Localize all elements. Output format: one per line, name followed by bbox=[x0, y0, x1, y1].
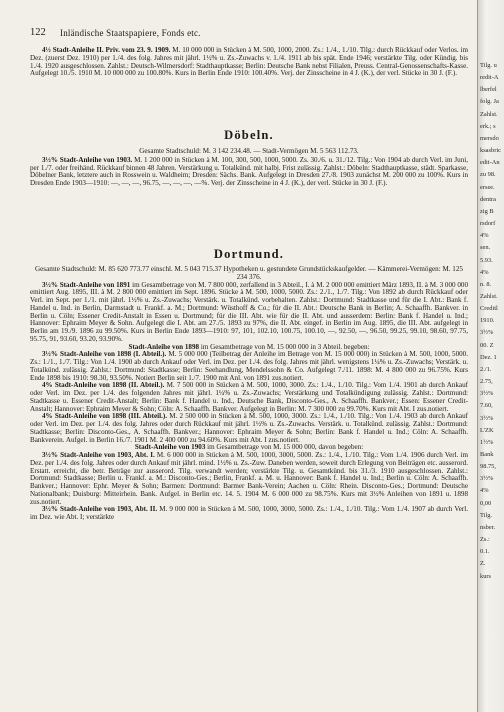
loan-text: M. 2 500 000 in Stücken à M. 500, 1000, 3000. Zs.: 1./4., 1./10. Tilg.: Von 1./4. 1903 ab durch Ankauf oder Verl. im Dez. per 1./4. des folg. Jahres oder durch Rückkauf mit jährl. 1½% u. Zs.-Zuwachs. Verstärk. u. Totalkünd. zulässig. Zahlst.: Dortmund: Stadtkasse; Berlin: Disconto-Ges., A. Schaaffh. Bankver.; Hannover: Ephraim Meyer & Sohn; Berlin: Bank f. Handel u. Ind.; Cöln: A. Schaaffh. Bankverein. Aufgel. in Berlin 16./7. 1901 M. 2 400 000 zu 94.60%. Kurs mit Abt. I zus.notiert. bbox=[30, 412, 468, 444]
loan-paragraph bbox=[30, 506, 468, 522]
loan-paragraph bbox=[30, 282, 468, 344]
loan-paragraph bbox=[30, 382, 468, 413]
adjacent-page-line: lberfel bbox=[480, 86, 497, 94]
adjacent-page-edge bbox=[477, 0, 504, 712]
dortmund-section bbox=[30, 266, 468, 522]
adjacent-page-line: kurs bbox=[480, 572, 492, 580]
loan-text: M. 6 000 000 in Stücken à M. 500, 1000, 3000, 5000. Zs.: 1./4., 1./10. Tilg.: Vom 1./4. 1906 durch Verl. im Dez. per 1./4. des folg. Jahres oder durch Ankauf mit jährl. mind. 1½% u. Zs.-Zuw. Daneben werden, soweit durch Erlegung von Beiträgen etc. ausserord. Erstatt. erreicht, die betr. Beträge zur ausserord. Tilg. verwandt werden; verstärkte Tilg. u. Gesamtkünd. bis 31./3. 1910 ausgeschlossen. Zahlst.: Dortmund: Stadtkasse; Berlin u. Frankf. a. M.: Disconto-Ges.; Berlin, Frankf. a. M. u. Hannover: Bank f. Handel u. Ind.; Berlin u. Cöln: A. Schaaffh. Bankver.; Hannover: Ephr. Meyer & Sohn; Barmen: Dortmund: Barmer Bank-Verein; Aachen u. Cöln: Rhein. Disconto-Ges.; Dortmund: Deutsche Nationalbank; Duisburg: Mitteirhein. Bank. Aufgel. in Berlin etc. 14. 5. 1904 M. 6 000 000 zu 98.75%. Kurs mit 3½% Anleihen von 1891 u. 1898 zus.notiert. bbox=[30, 451, 469, 506]
adjacent-page-line: Tilg. bbox=[480, 511, 493, 519]
adjacent-page-line: Tilg. u bbox=[480, 62, 497, 69]
loan-text: im Gesamtbetrage von M. 7 800 000, zerfallend in 3 Abteil., I. à M. 2 000 000 emittiert März 1893, II. à M. 3 000 000 emittiert Aug. 1895, III. à M. 2 800 000 emittiert im Sept. 1896. Stücke à M. 500, 1000, 5000. Zs.: 2./1., 1./7. Tilg.: Von 1892 ab durch Rückkauf oder Verl. im Sept. per 1./1. mit jährl. 1½% u. Zs.-Zuwachs; Verstärk. u. Totalkünd. vorbehalten. Zahlst.: Dortmund: Stadtkasse und für die I. Abt.: Bank f. Handel u. Ind. in Berlin, Darmstadt u. Frankf. a. M.; Dortmund: Wüsthoff & Co.; für die II. Abt.: Deutsche Bank in Berlin; A. Schaaffh. Bankver. in Berlin u. Cöln; Essener Credit-Anstalt in Essen u. Dortmund; für die III. Abt. wie für die II. Abt. und ausserdem: Berlin: Bank f. Handel u. Ind.; Hannover: Ephraim Meyer & Sohn. Aufgelegt die I. Abt. am 27./5. 1893 zu 97%, die II. Abt. eingef. in Berlin im Aug. 1895, die III. Abt. aufgelegt in Berlin am 19./9. 1896 zu 99.50%. Kurs in Berlin Ende 1893—1910: 97, 101, 102.10, 100.75, 100.10, —, 92.50, —, 96.50, 99.25, 99.10, 98.60, 97.75, 95.75, 91, 93.60, 93.20, 93.90%. bbox=[30, 280, 468, 343]
adjacent-page-line: Dez. 1 bbox=[480, 353, 497, 361]
adjacent-page-line: n. 8. bbox=[480, 280, 492, 288]
adjacent-page-line: erk.; s bbox=[480, 122, 496, 130]
running-head: Inländische Staatspapiere, Fonds etc. bbox=[60, 28, 201, 38]
loan-text: M. 1 200 000 in Stücken à M. 100, 300, 500, 1000, 5000. Zs. 30./6. u. 31./12. Tilg.: Von 1904 ab durch Verl. im Juni, per 1./7. oder freihänd. Rückkauf binnen 48 Jahren. Verstärkung u. Totalkünd. mit halbj. Frist zulässig. Zahlst.: Döbeln: Stadthauptkasse, städt. Sparkasse, Döbelner Bank, letztere auch in Rosswein u. Waldheim; Dresden: Sächs. Bank. Aufgelegt in Dresden 27./8. 1903 zunächst M. 200 000 zu 100%. Kurs in Dresden Ende 1903—1910: —, —, —, 96.75, —, —, —, —%. Verj. der Zinsscheine in 4 J. (K.), der verl. Stücke in 30 J. (F.). bbox=[30, 155, 468, 187]
adjacent-page-line: zu 98. bbox=[480, 171, 496, 179]
adjacent-page-line: edit-An bbox=[480, 159, 500, 167]
adjacent-page-line: dentra bbox=[480, 195, 496, 203]
loan-text: M. 7 500 000 in Stücken à M. 500, 1000, 3000. Zs.: 1./4., 1./10. Tilg.: Vom 1./4. 1901 ab durch Ankauf oder Verl. im Dez. per 1./4. des folgenden Jahres mit jährl. 1¼% u. Zs.-Zuwachs; Verstärkung und Totalkündigung zulässig. Zahlst.: Dortmund: Stadtkasse u. Essener Credit-Anstalt; Berlin: Bank f. Handel u. Ind., Deutsche Bank, Disconto-Ges., A. Schaaffh. Bankver.; Essen: Essener Credit-Anstalt; Hannover: Ephraim Meyer & Sohn; Cöln: A. Schaaffh. Bankver. Aufgelegt in Berlin: M. 7 300 000 zu 99.70%. Kurs mit Abt. I zus.notiert. bbox=[30, 381, 468, 413]
adjacent-page-line: 2.75, bbox=[480, 378, 493, 386]
city-heading-doebeln: Döbeln. bbox=[224, 128, 274, 142]
adjacent-page-line: Zs.: bbox=[480, 536, 490, 544]
loan-text: M. 10 000 000 in Stücken à M. 500, 1000, 2000. Zs.: 1./4., 1./10. Tilg.: durch Rückkauf oder Verlos. im Dez. (zuerst Dez. 1910) per 1./4. des folg. Jahres mit jährl. 1½% u. Zs.-Zuwachs v. 1./4. 1911 ab bis spät. Ende 1946; verstärkte Tilg. oder Kündig. bis 1./4. 1920 ausgeschlossen. Zahlst.: Deutsch-Wilmersdorf: Stadthauptkasse; Berlin: Deutsche Bank nebst Filialen, Preuss. Central-Genossenschafts-Kasse. Aufgelegt 10./5. 1910 M. 10 000 000 zu 100.80%. Kurs in Berlin Ende 1910: 100.40%. Verj. der Zinsscheine in 4 J. (K.), der verl. Stücke in 30 J. (F.). bbox=[30, 46, 468, 78]
doebeln-section bbox=[30, 148, 468, 188]
adjacent-page-line: 1½% bbox=[480, 438, 494, 446]
adjacent-page-line: folg. Ja bbox=[480, 98, 499, 106]
loan-paragraph bbox=[30, 351, 468, 382]
adjacent-page-line: 0.1. bbox=[480, 548, 490, 556]
adjacent-page-line: 3½% bbox=[480, 329, 494, 337]
loan-title: 3½% Stadt-Anleihe von 1903. bbox=[42, 155, 133, 164]
loan-title: 4% Stadt-Anleihe von 1898 (II. Abteil.). bbox=[42, 381, 165, 390]
loan-paragraph bbox=[30, 157, 468, 188]
loan-paragraph bbox=[30, 452, 468, 506]
adjacent-page-line: 4% bbox=[480, 487, 489, 495]
adjacent-page-line: redit-A bbox=[480, 74, 499, 82]
loan-title: 4½ Stadt-Anleihe II. Priv. vom 23. 9. 1909. bbox=[42, 46, 171, 54]
adjacent-page-text bbox=[478, 0, 504, 583]
loan-text: M. 9 000 000 in Stücken à M. 500, 1000, 3000, 5000. Zs.: 1./4., 1./10. Tilg.: Vom 1./4. 1907 ab durch Verl. im Dez. wie Abt. I; verstärkte bbox=[30, 505, 468, 521]
loan-paragraph bbox=[30, 47, 468, 78]
adjacent-page-line: sen. bbox=[480, 244, 491, 252]
adjacent-page-line: 3½% bbox=[480, 390, 494, 398]
adjacent-page-line: 3½% bbox=[480, 475, 494, 483]
loan-title: Stadt-Anleihe von 1903 bbox=[134, 443, 206, 452]
adjacent-page-line: 4% bbox=[480, 232, 489, 240]
loan-text: M. 5 000 000 (Teilbetrag der Anleihe im Betrage von M. 15 000 000) in Stücken à M. 500, 1000, 5000. Zs.: 1./1., 1./7. Tilg.: Von 1./4. 1900 ab durch Ankauf oder Verl. im Dez. per 1./4. des folg. Jahres mit jährl. wenigstens 1¼% u. Zs.-Zuwachs; Verstärk. u. Totalkünd. zulässig. Zahlst.: Dortmund: Stadtkasse; Berlin: Seehandlung, Mendelssohn & Co. Aufgelegt 7./11. 1898: M. 4 800 000 zu 96.75%. Kurs Ende 1898 bis 1910: 98.30, 93.50%. Notiert Berlin seit 1./7. 1900 mit Anl. von 1891 zus.notiert. bbox=[30, 350, 469, 382]
adjacent-page-line: 5.93. bbox=[480, 256, 493, 264]
adjacent-page-line: 1910. bbox=[480, 317, 495, 325]
adjacent-page-line: 7.60, bbox=[480, 402, 493, 410]
loan-title: Stadt-Anleihe von 1898 bbox=[128, 342, 200, 351]
adjacent-page-line: 98.75, bbox=[480, 463, 496, 471]
adjacent-page-line: 2./1. bbox=[480, 365, 492, 373]
adjacent-page-line: L'ZK bbox=[480, 426, 494, 434]
loan-paragraph bbox=[30, 413, 468, 444]
loan-title: 3½% Stadt-Anleihe von 1898 (I. Abteil.). bbox=[42, 350, 167, 359]
top-block bbox=[30, 47, 468, 78]
city-heading-dortmund: Dortmund. bbox=[213, 247, 285, 261]
page-number: 122 bbox=[30, 27, 46, 38]
adjacent-page-line: zig B bbox=[480, 207, 494, 215]
debt-summary: Gesamte Stadtschuld: M. 85 620 773.77 einschl. M. 5 043 715.37 Hypotheken u. gestundete Grundstückskaufgelder. — Kämmerei-Vermögen: M. 125 234 376. bbox=[35, 265, 463, 281]
adjacent-page-line: Zahlst. bbox=[480, 110, 498, 118]
page-header bbox=[30, 27, 468, 39]
adjacent-page-line: rsdorf bbox=[480, 220, 496, 228]
adjacent-page-line: Z. bbox=[480, 560, 486, 568]
adjacent-page-line: Creditl bbox=[480, 305, 498, 313]
adjacent-page-line: Zahlst. bbox=[480, 292, 498, 300]
adjacent-page-line: 00. Z bbox=[480, 341, 494, 349]
adjacent-page-line: ersee. bbox=[480, 183, 495, 191]
loan-title: 3½% Stadt-Anleihe von 1903, Abt. I. bbox=[42, 451, 155, 459]
adjacent-page-line: 4% bbox=[480, 268, 489, 276]
adjacent-page-line: ksasbric bbox=[480, 147, 501, 155]
loan-title: 4% Stadt-Anleihe von 1898 (III. Abteil.). bbox=[42, 412, 168, 421]
adjacent-page-line: mersdo bbox=[480, 134, 499, 142]
adjacent-page-line: nsber. bbox=[480, 523, 496, 531]
loan-title: 3½% Stadt-Anleihe von 1903, Abt. II. bbox=[42, 505, 158, 514]
adjacent-page-line: 0,00 bbox=[480, 499, 492, 507]
adjacent-page-line: Bank bbox=[480, 451, 494, 458]
loan-text: im Gesamtbetrage von M. 15 000 000, davon begeben: bbox=[207, 443, 364, 452]
loan-text: im Gesamtbetrage von M. 15 000 000 in 3 Abteil. begeben: bbox=[200, 342, 370, 351]
loan-title: 3½% Stadt-Anleihe von 1891 bbox=[42, 280, 131, 289]
adjacent-page-line: 3½% bbox=[480, 414, 494, 422]
debt-summary: Gesamte Stadtschuld: M. 3 142 234.48. — Stadt-Vermögen M. 5 563 112.73. bbox=[139, 147, 359, 155]
